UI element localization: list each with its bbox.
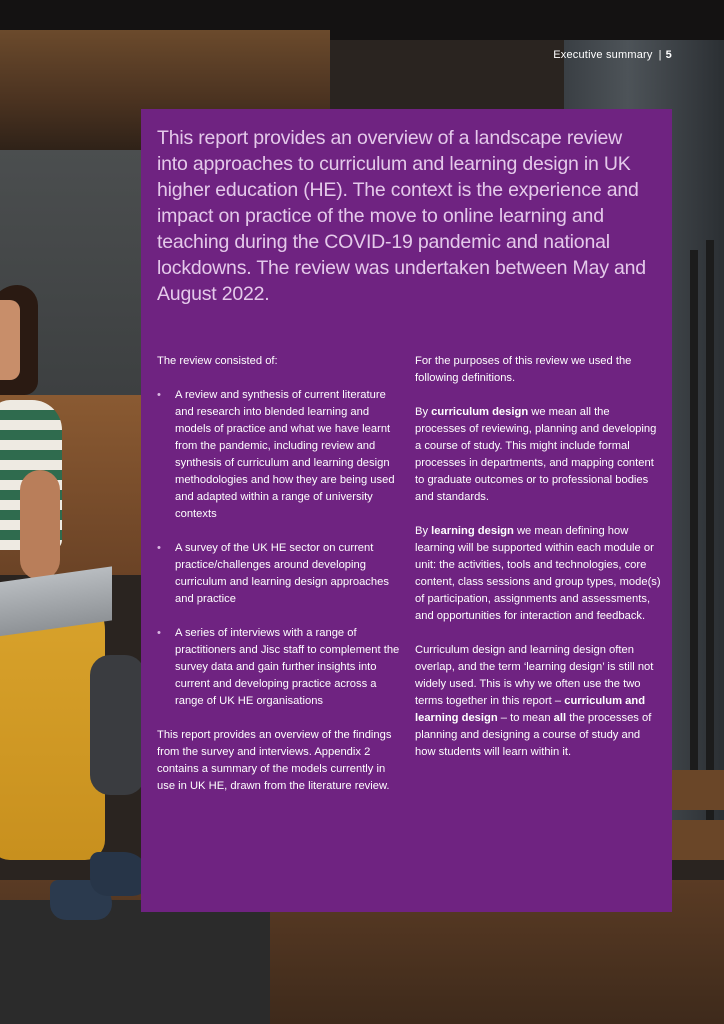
review-components-list — [157, 387, 402, 710]
combined-terms-paragraph — [415, 642, 663, 761]
paragraph-text: – to mean — [497, 712, 554, 724]
term-curriculum-design: curriculum design — [431, 406, 529, 418]
right-column — [415, 353, 663, 778]
list-item: • A review and synthesis of current literature and research into blended learning and models of practice and what we have learnt from the pandemic, including review and synthesis of curriculum and learning design methodologies and how they are being used and adapted within a range of university contexts — [157, 387, 402, 523]
definitions-intro: For the purposes of this review we used the following definitions. — [415, 355, 632, 384]
page-number: 5 — [665, 49, 672, 61]
backpack — [90, 655, 145, 795]
background-railing — [690, 250, 698, 810]
list-item: • A series of interviews with a range of practitioners and Jisc staff to complement the survey data and gain further insights into current and developing practice across a range of UK HE organisations — [157, 625, 402, 710]
list-item: • A survey of the UK HE sector on current practice/challenges around developing curriculum and learning design approaches and practice — [157, 540, 402, 608]
person-arm — [20, 470, 60, 580]
findings-paragraph: This report provides an overview of the findings from the survey and interviews. Appendix 2 contains a summary of the models currently in use in UK HE, drawn from the literature review. — [157, 729, 392, 792]
running-header — [553, 49, 672, 61]
term-all: all — [553, 712, 567, 724]
header-separator: | — [658, 49, 662, 61]
left-column — [157, 353, 402, 812]
curriculum-design-definition — [415, 404, 663, 506]
paragraph-text: the processes of planning and designing a course of study and how students will learn within it. — [415, 712, 652, 758]
learning-design-definition — [415, 523, 663, 625]
summary-panel — [141, 109, 672, 912]
lead-paragraph: This report provides an overview of a landscape review into approaches to curriculum and learning design in UK higher education (HE). The context is the experience and impact on practice of the move to online learning and teaching during the COVID-19 pandemic and national lockdowns. The review was undertaken between May and August 2022. — [157, 127, 646, 305]
definition-text: By — [415, 406, 432, 418]
definition-text: we mean defining how learning will be supported within each module or unit: the activities, tools and technologies, core content, class sessions and group types, mode(s) of participation, assignments and assessments, and opportunities for interaction and feedback. — [415, 525, 661, 622]
section-title: Executive summary — [553, 49, 653, 61]
review-intro: The review consisted of: — [157, 355, 278, 367]
person-face — [0, 300, 20, 380]
term-learning-design: learning design — [431, 525, 514, 537]
definition-text: By — [415, 525, 432, 537]
definition-text: we mean all the processes of reviewing, planning and developing a course of study. This might include formal processes in departments, and mapping content to graduate outcomes or to professional bodies and standards. — [415, 406, 657, 503]
background-railing — [706, 240, 714, 820]
term-curriculum-and-learning-design: curriculum and learning design — [415, 695, 646, 724]
paragraph-text: Curriculum design and learning design often overlap, and the term ‘learning design’ is still not widely used. This is why we often use the two terms together in this report – — [415, 644, 654, 707]
background-floor-shadow — [0, 900, 270, 1024]
